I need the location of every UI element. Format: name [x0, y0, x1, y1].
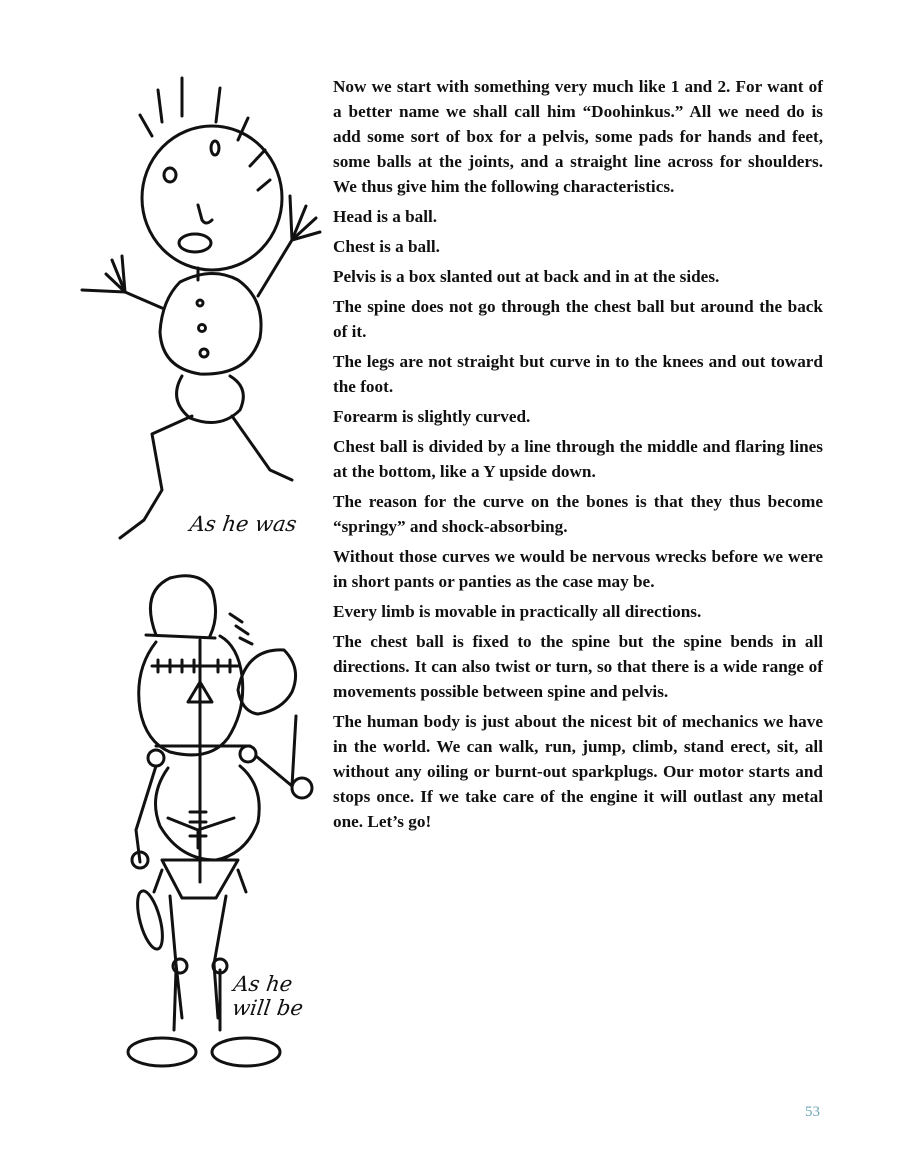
paragraph-forearm: Forearm is slightly curved.: [333, 407, 531, 426]
paragraph-intro: Now we start with something very much like 1 and 2. For want of a better name we shall call him “Doohinkus.” All we need do is add some sort of box for a pelvis, some pads for hands and feet, some balls at the joints, and a straight line across for shoulders. We thus give him the following characteristics.: [333, 77, 823, 196]
figure-drawings: [70, 70, 330, 1080]
paragraph-without-curves: Without those curves we would be nervous wrecks before we were in short pants or panties as the case may be.: [333, 547, 823, 591]
paragraph-head: Head is a ball.: [333, 207, 438, 226]
caption-line: will be: [230, 996, 305, 1020]
paragraph-legs: The legs are not straight but curve in to the knees and out toward the foot.: [333, 352, 823, 396]
page-number: 53: [805, 1104, 820, 1120]
paragraph-pelvis: Pelvis is a box slanted out at back and in at the sides.: [333, 267, 720, 286]
body-text: [333, 74, 823, 839]
illustrations: [70, 70, 330, 1080]
paragraph-limbs: Every limb is movable in practically all directions.: [333, 602, 702, 621]
caption-as-he-will-be: [229, 972, 308, 1020]
paragraph-chest: Chest is a ball.: [333, 237, 440, 256]
paragraph-chest-ball: Chest ball is divided by a line through the middle and flaring lines at the bottom, like a Y upside down.: [333, 437, 823, 481]
caption-as-he-was: As he was: [188, 512, 299, 536]
paragraph-spine-bends: The chest ball is fixed to the spine but the spine bends in all directions. It can also twist or turn, so that there is a wide range of movements possible between spine and pelvis.: [333, 632, 823, 701]
paragraph-spine: The spine does not go through the chest ball but around the back of it.: [333, 297, 823, 341]
caption-line: As he: [232, 972, 294, 996]
paragraph-curve-reason: The reason for the curve on the bones is that they thus become “springy” and shock-absorbing.: [333, 492, 823, 536]
paragraph-conclusion: The human body is just about the nicest bit of mechanics we have in the world. We can walk, run, jump, climb, stand erect, sit, all without any oiling or burnt-out sparkplugs. Our motor starts and stops once. If we take care of the engine it will outlast any metal one. Let’s go!: [333, 712, 823, 831]
stick-figure-as-he-was: [82, 78, 320, 538]
